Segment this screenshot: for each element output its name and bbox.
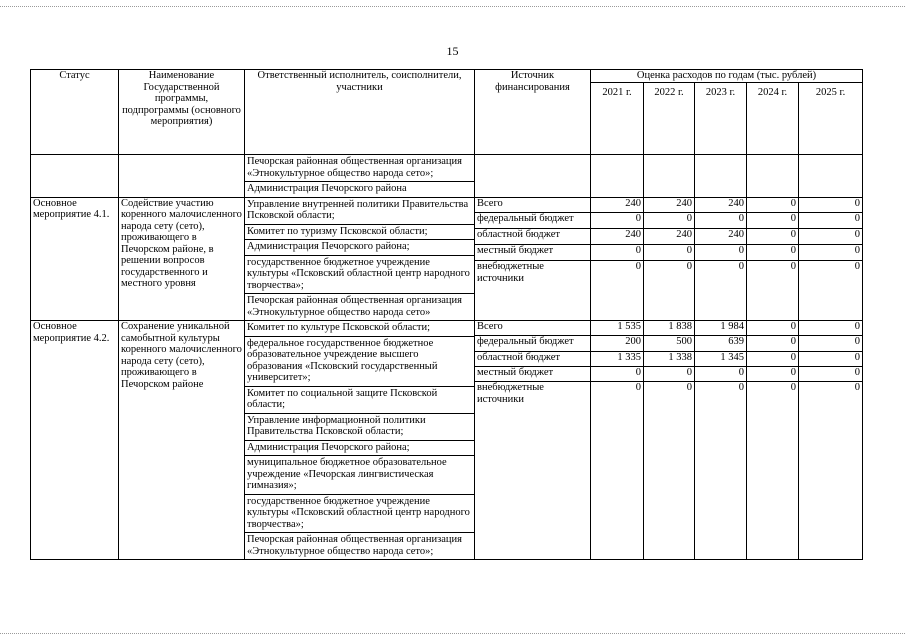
executor-item: Комитет по туризму Псковской области;	[245, 225, 474, 241]
funding-source: федеральный бюджет	[475, 213, 591, 229]
funding-value: 0	[799, 351, 863, 366]
header-year: 2023 г.	[695, 83, 747, 155]
funding-source: местный бюджет	[475, 366, 591, 381]
funding-source: областной бюджет	[475, 229, 591, 245]
funding-value: 1 335	[591, 351, 644, 366]
funding-value: 0	[747, 351, 799, 366]
header-source: Источник финансирования	[475, 70, 591, 155]
executor-item: Комитет по культуре Псковской области;	[245, 321, 474, 337]
funding-value: 0	[644, 382, 695, 560]
funding-value: 0	[695, 261, 747, 321]
funding-value: 1 535	[591, 321, 644, 336]
funding-value: 0	[799, 321, 863, 336]
funding-value: 240	[591, 197, 644, 213]
funding-source: внебюджетные источники	[475, 382, 591, 560]
executor-cell	[245, 197, 475, 321]
funding-value: 0	[644, 261, 695, 321]
funding-value: 0	[747, 321, 799, 336]
executor-item: Печорская районная общественная организация «Этнокультурное общество народа сето»;	[245, 155, 474, 182]
executor-item: государственное бюджетное учреждение культуры «Псковский областной центр народного творчества»;	[245, 256, 474, 295]
header-executor: Ответственный исполнитель, соисполнители, участники	[245, 70, 475, 155]
funding-source: Всего	[475, 197, 591, 213]
funding-value: 240	[695, 197, 747, 213]
funding-value: 0	[747, 213, 799, 229]
funding-value: 0	[695, 366, 747, 381]
funding-value: 1 345	[695, 351, 747, 366]
header-year: 2022 г.	[644, 83, 695, 155]
funding-value: 0	[799, 261, 863, 321]
executor-item: Печорская районная общественная организация «Этнокультурное общество народа сето»	[247, 295, 462, 318]
row-name: Содействие участию коренного малочисленного народа сету (сето), проживающего в Печорском районе, в решении вопросов государственного и местного уровня	[119, 197, 245, 321]
funding-source: местный бюджет	[475, 245, 591, 261]
executor-cell	[245, 321, 475, 560]
funding-value: 240	[695, 229, 747, 245]
funding-value: 0	[591, 261, 644, 321]
funding-source: федеральный бюджет	[475, 336, 591, 351]
funding-value: 0	[644, 245, 695, 261]
funding-value: 0	[747, 229, 799, 245]
header-year: 2024 г.	[747, 83, 799, 155]
funding-value: 0	[799, 245, 863, 261]
executor-item: Управление информационной политики Правительства Псковской области;	[245, 414, 474, 441]
funding-value: 0	[695, 382, 747, 560]
funding-value: 0	[747, 382, 799, 560]
funding-value: 1 984	[695, 321, 747, 336]
header-year: 2021 г.	[591, 83, 644, 155]
header-costs: Оценка расходов по годам (тыс. рублей)	[591, 70, 863, 83]
executor-item: федеральное государственное бюджетное образовательное учреждение высшего образования «Псковский государственный университет»;	[245, 337, 474, 387]
funding-value: 0	[799, 213, 863, 229]
executor-item: Комитет по социальной защите Псковской области;	[245, 387, 474, 414]
page-number: 15	[446, 44, 459, 58]
funding-value: 0	[799, 366, 863, 381]
funding-value: 0	[799, 197, 863, 213]
funding-value: 0	[591, 366, 644, 381]
budget-table	[30, 69, 863, 560]
row-name: Сохранение уникальной самобытной культуры коренного малочисленного народа сету (сето), проживающего в Печорском районе	[119, 321, 245, 560]
funding-value: 240	[644, 229, 695, 245]
funding-value: 0	[644, 213, 695, 229]
funding-value: 0	[591, 213, 644, 229]
funding-value: 200	[591, 336, 644, 351]
table-row	[31, 321, 863, 336]
row-status: Основное мероприятие 4.2.	[31, 321, 119, 560]
funding-value: 0	[591, 382, 644, 560]
funding-value: 240	[644, 197, 695, 213]
funding-source: внебюджетные источники	[475, 261, 591, 321]
funding-value: 0	[799, 382, 863, 560]
executor-item: муниципальное бюджетное образовательное учреждение «Печорская лингвистическая гимназия»;	[245, 456, 474, 495]
funding-value: 639	[695, 336, 747, 351]
executor-item: Администрация Печорского района;	[245, 441, 474, 457]
funding-value: 0	[747, 197, 799, 213]
funding-source: областной бюджет	[475, 351, 591, 366]
table-row	[31, 197, 863, 213]
funding-value: 1 338	[644, 351, 695, 366]
table-row	[31, 155, 863, 198]
executor-item: Печорская районная общественная организация «Этнокультурное общество народа сето»;	[247, 534, 462, 557]
funding-value: 1 838	[644, 321, 695, 336]
scan-edge-top	[0, 6, 905, 7]
header-status: Статус	[31, 70, 119, 155]
funding-value: 0	[747, 366, 799, 381]
funding-value: 0	[644, 366, 695, 381]
funding-value: 240	[591, 229, 644, 245]
funding-value: 0	[695, 213, 747, 229]
funding-value: 0	[747, 245, 799, 261]
header-name: Наименование Государственной программы, подпрограммы (основного мероприятия)	[119, 70, 245, 155]
executor-item: Администрация Печорского района	[247, 183, 407, 194]
funding-value: 0	[747, 336, 799, 351]
executor-cell	[245, 155, 475, 198]
funding-value: 0	[799, 229, 863, 245]
funding-value: 0	[799, 336, 863, 351]
executor-item: государственное бюджетное учреждение культуры «Псковский областной центр народного творчества»;	[245, 495, 474, 534]
scan-edge-bottom	[0, 633, 905, 634]
executor-item: Администрация Печорского района;	[245, 240, 474, 256]
funding-value: 0	[591, 245, 644, 261]
funding-value: 500	[644, 336, 695, 351]
funding-source: Всего	[475, 321, 591, 336]
funding-value: 0	[747, 261, 799, 321]
header-year: 2025 г.	[799, 83, 863, 155]
row-status: Основное мероприятие 4.1.	[31, 197, 119, 321]
funding-value: 0	[695, 245, 747, 261]
executor-item: Управление внутренней политики Правительства Псковской области;	[245, 198, 474, 225]
